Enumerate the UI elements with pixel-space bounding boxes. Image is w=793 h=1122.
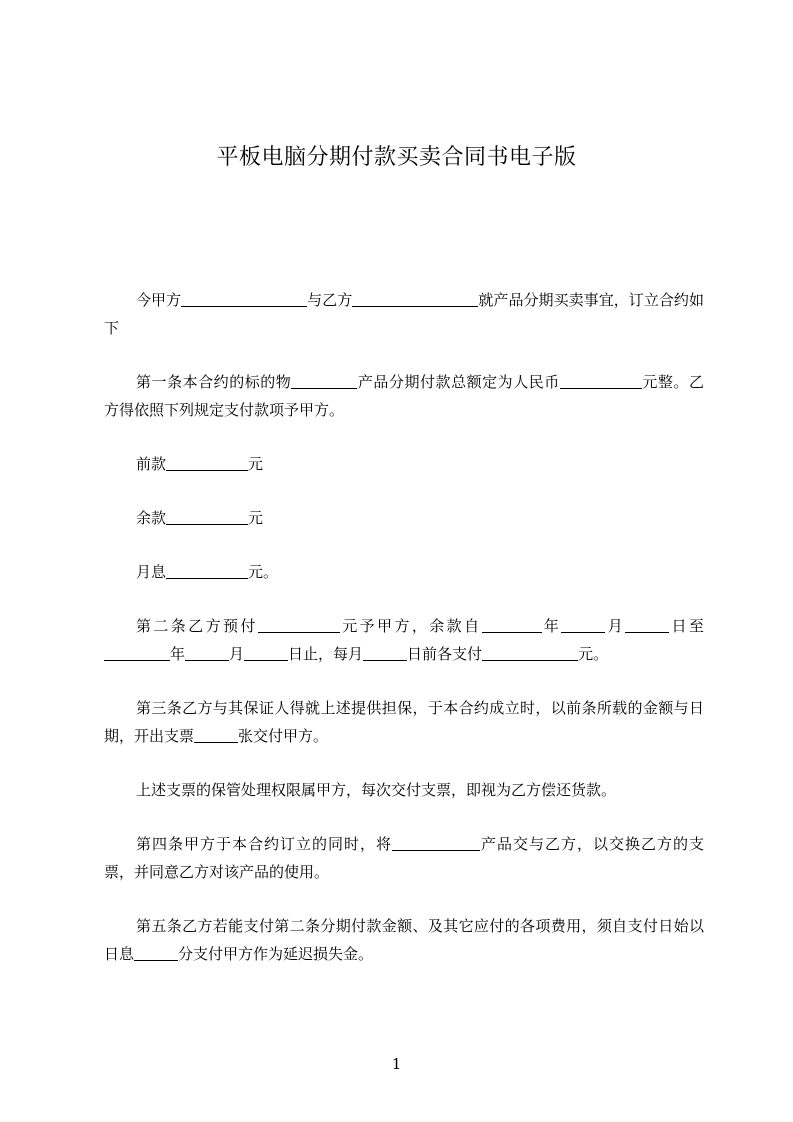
start-year-blank xyxy=(482,616,542,633)
monthly-interest-label: 月息 xyxy=(136,563,167,581)
art2-text-j: 元。 xyxy=(578,645,609,663)
down-payment-line xyxy=(104,450,704,478)
art1-text-a: 第一条本合约的标的物 xyxy=(136,373,292,391)
page-number: 1 xyxy=(391,1055,402,1073)
balance-unit: 元 xyxy=(248,509,264,527)
start-month-blank xyxy=(561,616,605,633)
contract-body xyxy=(104,286,704,994)
product-blank xyxy=(392,834,480,851)
party-b-blank xyxy=(352,290,478,307)
art2-text-g: 月 xyxy=(229,645,245,663)
article-1-paragraph xyxy=(104,368,704,424)
art3-text-b: 张交付甲方。 xyxy=(238,727,329,745)
end-day-blank xyxy=(244,644,288,661)
intro-paragraph xyxy=(104,286,704,342)
monthly-interest-blank xyxy=(166,562,248,579)
monthly-day-blank xyxy=(363,644,407,661)
art2-text-c: 年 xyxy=(541,617,562,635)
art2-text-e: 日至 xyxy=(669,617,704,635)
cheque-note-line xyxy=(104,776,704,804)
party-a-blank xyxy=(181,290,307,307)
intro-text-b: 与乙方 xyxy=(307,291,353,309)
article-2-paragraph xyxy=(104,612,704,668)
art5-text-b: 分支付甲方作为延迟损失金。 xyxy=(178,945,374,963)
art2-text-d: 月 xyxy=(605,617,626,635)
art1-text-c: 元整。乙方得依照下列规定支付款项予甲方。 xyxy=(104,373,704,419)
cheque-count-blank xyxy=(194,726,238,743)
art5-text-a: 第五条乙方若能支付第二条分期付款金额、及其它应付的各项费用，须自支付日始以日息 xyxy=(104,917,704,963)
monthly-amount-blank xyxy=(482,644,578,661)
art2-text-i: 日前各支付 xyxy=(407,645,483,663)
down-payment-label: 前款 xyxy=(136,455,167,473)
daily-rate-blank xyxy=(134,944,178,961)
monthly-interest-unit: 元。 xyxy=(248,563,279,581)
article-4-paragraph xyxy=(104,830,704,886)
end-year-blank xyxy=(104,644,170,661)
down-payment-unit: 元 xyxy=(248,455,264,473)
art2-text-b: 元予甲方，余款自 xyxy=(339,617,482,635)
start-day-blank xyxy=(625,616,669,633)
subject-matter-blank xyxy=(291,372,357,389)
art4-text-b: 产品交与乙方，以交换乙方的支票，并同意乙方对该产品的使用。 xyxy=(104,835,704,881)
total-amount-blank xyxy=(560,372,642,389)
article-5-paragraph xyxy=(104,912,704,968)
prepay-blank xyxy=(258,616,340,633)
art3-text-a: 第三条乙方与其保证人得就上述提供担保，于本合约成立时，以前条所载的金额与日期，开出支票 xyxy=(104,699,704,745)
article-3-paragraph xyxy=(104,694,704,750)
monthly-interest-line xyxy=(104,558,704,586)
down-payment-blank xyxy=(166,454,248,471)
art2-text-f: 年 xyxy=(170,645,186,663)
balance-blank xyxy=(166,508,248,525)
balance-line xyxy=(104,504,704,532)
balance-label: 余款 xyxy=(136,509,167,527)
end-month-blank xyxy=(185,644,229,661)
art2-text-h: 日止，每月 xyxy=(288,645,364,663)
art1-text-b: 产品分期付款总额定为人民币 xyxy=(357,373,560,391)
cheque-note-text: 上述支票的保管处理权限属甲方，每次交付支票，即视为乙方偿还货款。 xyxy=(136,781,617,799)
art2-text-a: 第二条乙方预付 xyxy=(136,617,258,635)
intro-text-c: 就产品分期买卖事宜，订立合约如下 xyxy=(104,291,704,337)
page-title: 平板电脑分期付款买卖合同书电子版 xyxy=(216,145,577,170)
intro-text-a: 今甲方 xyxy=(136,291,182,309)
art4-text-a: 第四条甲方于本合约订立的同时，将 xyxy=(136,835,392,853)
